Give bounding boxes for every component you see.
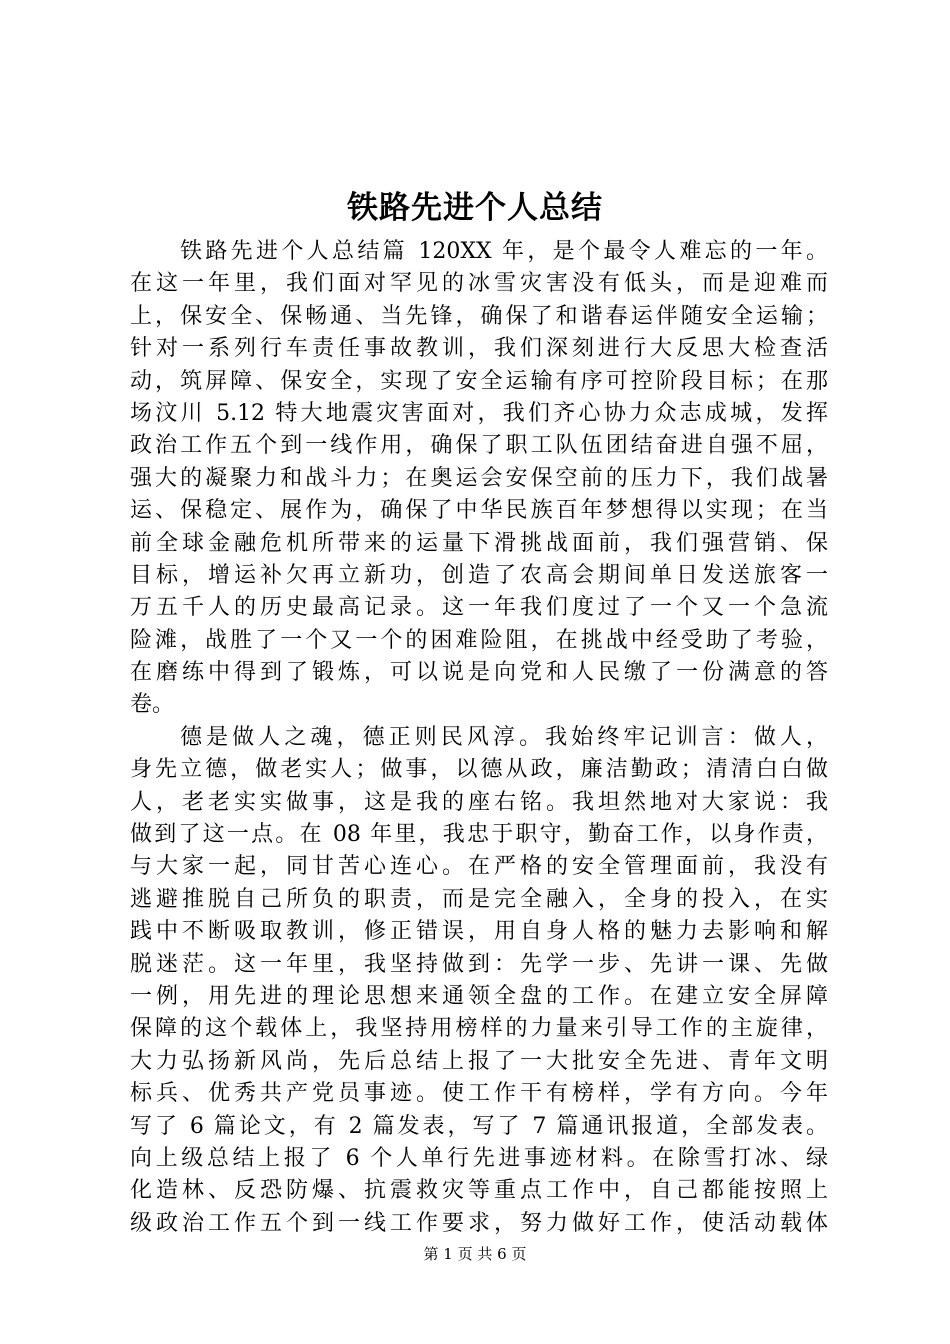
text-line: 卷。 <box>130 692 175 718</box>
text-line: 一例，用先进的理论思想来通领全盘的工作。在建立安全屏障 <box>130 983 828 1009</box>
text-line: 身先立德，做老实人；做事，以德从政，廉洁勤政；清清白白做 <box>130 757 828 783</box>
text-line: 向上级总结上报了 6 个人单行先进事迹材料。在除雪打冰、绿 <box>130 1145 828 1171</box>
text-line: 险滩，战胜了一个又一个的困难险阻，在挑战中经受助了考验， <box>130 627 828 653</box>
text-line: 写了 6 篇论文，有 2 篇发表，写了 7 篇通讯报道，全部发表。 <box>130 1113 828 1139</box>
text-line: 脱迷茫。这一年里，我坚持做到：先学一步、先讲一课、先做 <box>130 951 828 977</box>
text-line: 逃避推脱自己所负的职责，而是完全融入，全身的投入，在实 <box>130 886 828 912</box>
text-line: 保障的这个载体上，我坚持用榜样的力量来引导工作的主旋律， <box>130 1016 828 1042</box>
text-line: 大力弘扬新风尚，先后总结上报了一大批安全先进、青年文明 <box>130 1048 828 1074</box>
document-title: 铁路先进个人总结 <box>347 190 603 226</box>
text-line: 针对一系列行车责任事故教训，我们深刻进行大反思大检查活 <box>130 336 828 362</box>
text-line: 强大的凝聚力和战斗力；在奥运会安保空前的压力下，我们战暑 <box>130 465 828 491</box>
text-line: 与大家一起，同甘苦心连心。在严格的安全管理面前，我没有 <box>130 854 828 880</box>
text-line: 上，保安全、保畅通、当先锋，确保了和谐春运伴随安全运输； <box>130 303 828 329</box>
text-line: 级政治工作五个到一线工作要求，努力做好工作，使活动载体 <box>130 1210 828 1236</box>
text-line: 前全球金融危机所带来的运量下滑挑战面前，我们强营销、保 <box>130 530 828 556</box>
text-line: 运、保稳定、展作为，确保了中华民族百年梦想得以实现；在当 <box>130 498 828 524</box>
text-line: 在磨练中得到了锻炼，可以说是向党和人民缴了一份满意的答 <box>130 660 828 686</box>
text-line: 做到了这一点。在 08 年里，我忠于职守，勤奋工作，以身作责， <box>130 822 828 848</box>
paragraph-1 <box>130 236 828 722</box>
text-line: 动，筑屏障、保安全，实现了安全运输有序可控阶段目标；在那 <box>130 368 828 394</box>
page-footer: 第 1 页 共 6 页 <box>423 1245 527 1263</box>
text-line: 标兵、优秀共产党员事迹。使工作干有榜样，学有方向。今年 <box>130 1081 828 1107</box>
document-body <box>130 236 828 1240</box>
text-line: 人，老老实实做事，这是我的座右铭。我坦然地对大家说：我 <box>130 789 828 815</box>
text-line: 场汶川 5.12 特大地震灾害面对，我们齐心协力众志成城，发挥 <box>130 400 828 426</box>
text-line: 德是做人之魂，德正则民风淳。我始终牢记训言：做人， <box>180 724 828 750</box>
text-line: 万五千人的历史最高记录。这一年我们度过了一个又一个急流 <box>130 595 828 621</box>
text-line: 政治工作五个到一线作用，确保了职工队伍团结奋进自强不屈， <box>130 433 828 459</box>
text-line: 在这一年里，我们面对罕见的冰雪灾害没有低头，而是迎难而 <box>130 271 828 297</box>
text-line: 铁路先进个人总结篇 120XX 年，是个最令人难忘的一年。 <box>180 239 828 264</box>
text-line: 践中不断吸取教训，修正错误，用自身人格的魅力去影响和解 <box>130 919 828 945</box>
paragraph-2 <box>130 722 828 1240</box>
text-line: 化造林、反恐防爆、抗震救灾等重点工作中，自己都能按照上 <box>130 1178 828 1204</box>
text-line: 目标，增运补欠再立新功，创造了农高会期间单日发送旅客一 <box>130 562 828 588</box>
